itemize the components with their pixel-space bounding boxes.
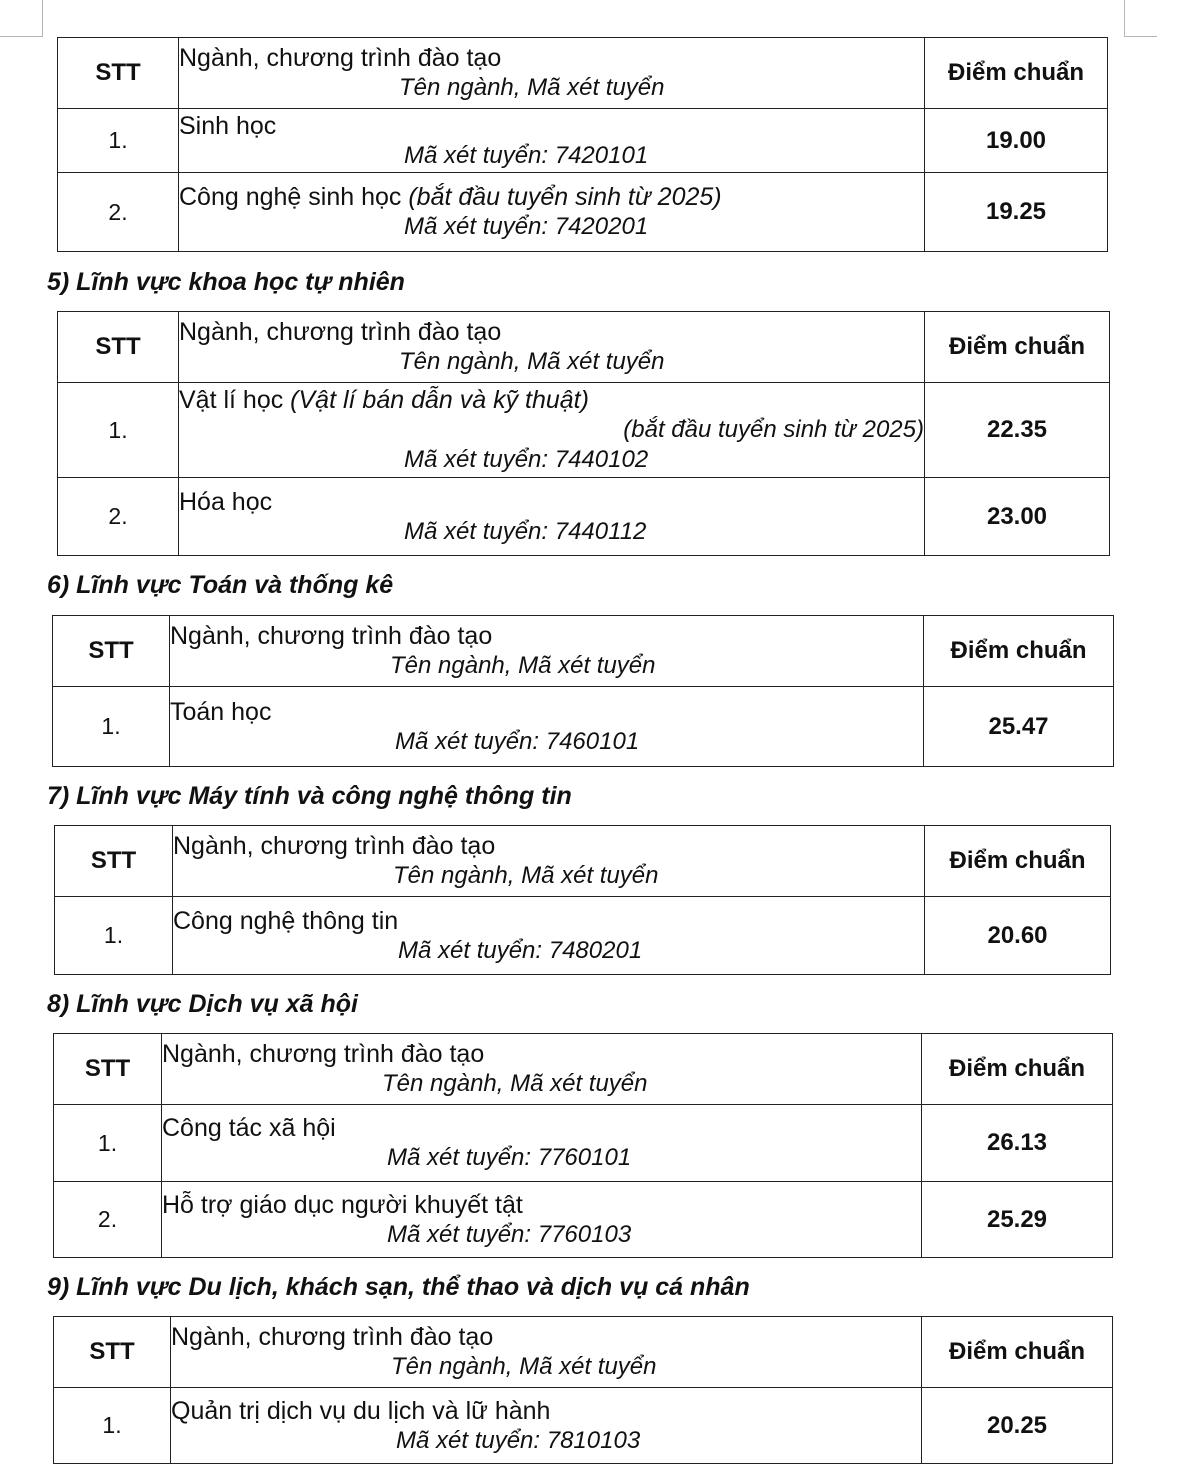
score-table-biology — [57, 37, 1108, 252]
row-stt: 2. — [58, 478, 179, 556]
row-stt: 1. — [55, 897, 173, 975]
program-code: Mã xét tuyển: 7760103 — [387, 1220, 632, 1248]
cutoff-score: 26.13 — [922, 1105, 1113, 1182]
program-header — [179, 312, 925, 383]
table-row — [54, 1388, 1113, 1464]
program-name: Công nghệ thông tin — [173, 906, 399, 935]
program-code: Mã xét tuyển: 7760101 — [387, 1144, 632, 1171]
stt-header: STT — [55, 826, 173, 897]
program-name-note: (bắt đầu tuyển sinh từ 2025) — [408, 183, 722, 211]
table-row — [54, 1182, 1113, 1258]
score-header: Điểm chuẩn — [925, 38, 1108, 109]
stt-header: STT — [54, 1317, 171, 1388]
program-header-subtitle: Tên ngành, Mã xét tuyển — [399, 74, 665, 101]
score-header: Điểm chuẩn — [922, 1034, 1113, 1105]
cutoff-score: 20.60 — [925, 897, 1111, 975]
table-row — [58, 383, 1110, 478]
program-cell — [162, 1105, 922, 1182]
program-header-title: Ngành, chương trình đào tạo — [173, 832, 496, 860]
program-cell — [171, 1388, 922, 1464]
section-title: 8) Lĩnh vực Dịch vụ xã hội — [47, 990, 358, 1018]
score-header: Điểm chuẩn — [925, 312, 1110, 383]
stt-header: STT — [53, 616, 170, 687]
cutoff-score: 25.29 — [922, 1182, 1113, 1258]
score-table-math — [52, 615, 1114, 767]
program-code: Mã xét tuyển: 7810103 — [396, 1426, 641, 1454]
program-code: Mã xét tuyển: 7480201 — [398, 936, 643, 964]
table-row — [58, 173, 1108, 252]
program-name: Hỗ trợ giáo dục người khuyết tật — [162, 1190, 523, 1219]
row-stt: 2. — [58, 173, 179, 252]
program-code: Mã xét tuyển: 7420101 — [404, 141, 649, 169]
program-cell — [162, 1182, 922, 1258]
program-header — [162, 1034, 922, 1105]
table-row — [53, 687, 1114, 767]
cutoff-score: 19.25 — [925, 173, 1108, 252]
table-row — [58, 109, 1108, 173]
score-table-tourism — [53, 1316, 1113, 1464]
cutoff-score: 19.00 — [925, 109, 1108, 173]
table-row — [55, 897, 1111, 975]
program-header — [171, 1317, 922, 1388]
program-header — [179, 38, 925, 109]
table-row — [58, 478, 1110, 556]
program-code: Mã xét tuyển: 7420201 — [404, 213, 649, 240]
score-header: Điểm chuẩn — [922, 1317, 1113, 1388]
program-name: Công nghệ sinh học — [179, 183, 409, 211]
section-title: 5) Lĩnh vực khoa học tự nhiên — [47, 268, 405, 296]
stt-header: STT — [58, 38, 179, 109]
row-stt: 1. — [58, 109, 179, 173]
program-name-note: (Vật lí bán dẫn và kỹ thuật) — [290, 386, 589, 414]
page-corner-mark-left — [0, 0, 43, 37]
cutoff-score: 25.47 — [924, 687, 1114, 767]
section-title: 9) Lĩnh vực Du lịch, khách sạn, thể thao và dịch vụ cá nhân — [47, 1273, 750, 1301]
score-table-it — [54, 825, 1111, 975]
program-name: Vật lí học — [179, 386, 291, 414]
section-title: 6) Lĩnh vực Toán và thống kê — [47, 571, 394, 599]
program-cell — [170, 687, 924, 767]
program-cell — [179, 109, 925, 173]
table-header-row — [58, 38, 1108, 109]
cutoff-score: 22.35 — [925, 383, 1110, 478]
program-name: Công tác xã hội — [162, 1114, 336, 1142]
score-header: Điểm chuẩn — [924, 616, 1114, 687]
row-stt: 1. — [58, 383, 179, 478]
stt-header: STT — [54, 1034, 162, 1105]
score-table-natural-science — [57, 311, 1110, 556]
table-header-row — [58, 312, 1110, 383]
score-table-social-services — [53, 1033, 1113, 1258]
table-header-row — [54, 1317, 1113, 1388]
row-stt: 2. — [54, 1182, 162, 1258]
table-header-row — [53, 616, 1114, 687]
program-name: Toán học — [170, 697, 272, 726]
program-cell — [179, 478, 925, 556]
program-header-subtitle: Tên ngành, Mã xét tuyển — [399, 348, 665, 375]
program-header-subtitle: Tên ngành, Mã xét tuyển — [391, 1353, 657, 1380]
program-name: Hóa học — [179, 487, 273, 516]
score-header: Điểm chuẩn — [925, 826, 1111, 897]
program-header-title: Ngành, chương trình đào tạo — [171, 1323, 494, 1351]
program-header-title: Ngành, chương trình đào tạo — [170, 622, 493, 650]
row-stt: 1. — [53, 687, 170, 767]
program-code: Mã xét tuyển: 7460101 — [395, 727, 640, 755]
program-header-title: Ngành, chương trình đào tạo — [179, 318, 502, 346]
page-corner-mark-right — [1124, 0, 1157, 37]
program-name: Quản trị dịch vụ du lịch và lữ hành — [171, 1396, 551, 1425]
program-cell — [179, 173, 925, 252]
table-row — [54, 1105, 1113, 1182]
cutoff-score: 20.25 — [922, 1388, 1113, 1464]
table-header-row — [55, 826, 1111, 897]
stt-header: STT — [58, 312, 179, 383]
program-header — [173, 826, 925, 897]
cutoff-score: 23.00 — [925, 478, 1110, 556]
program-header-title: Ngành, chương trình đào tạo — [179, 44, 502, 72]
row-stt: 1. — [54, 1105, 162, 1182]
program-start-note: (bắt đầu tuyển sinh từ 2025) — [623, 416, 924, 443]
program-header-subtitle: Tên ngành, Mã xét tuyển — [393, 862, 659, 889]
program-header-title: Ngành, chương trình đào tạo — [162, 1040, 485, 1068]
row-stt: 1. — [54, 1388, 171, 1464]
table-header-row — [54, 1034, 1113, 1105]
program-cell — [179, 383, 925, 478]
section-title: 7) Lĩnh vực Máy tính và công nghệ thông tin — [47, 782, 572, 810]
program-header — [170, 616, 924, 687]
program-name: Sinh học — [179, 111, 277, 140]
program-code: Mã xét tuyển: 7440102 — [404, 446, 649, 473]
program-header-subtitle: Tên ngành, Mã xét tuyển — [390, 652, 656, 679]
program-cell — [173, 897, 925, 975]
program-code: Mã xét tuyển: 7440112 — [404, 517, 647, 545]
program-header-subtitle: Tên ngành, Mã xét tuyển — [382, 1070, 648, 1097]
